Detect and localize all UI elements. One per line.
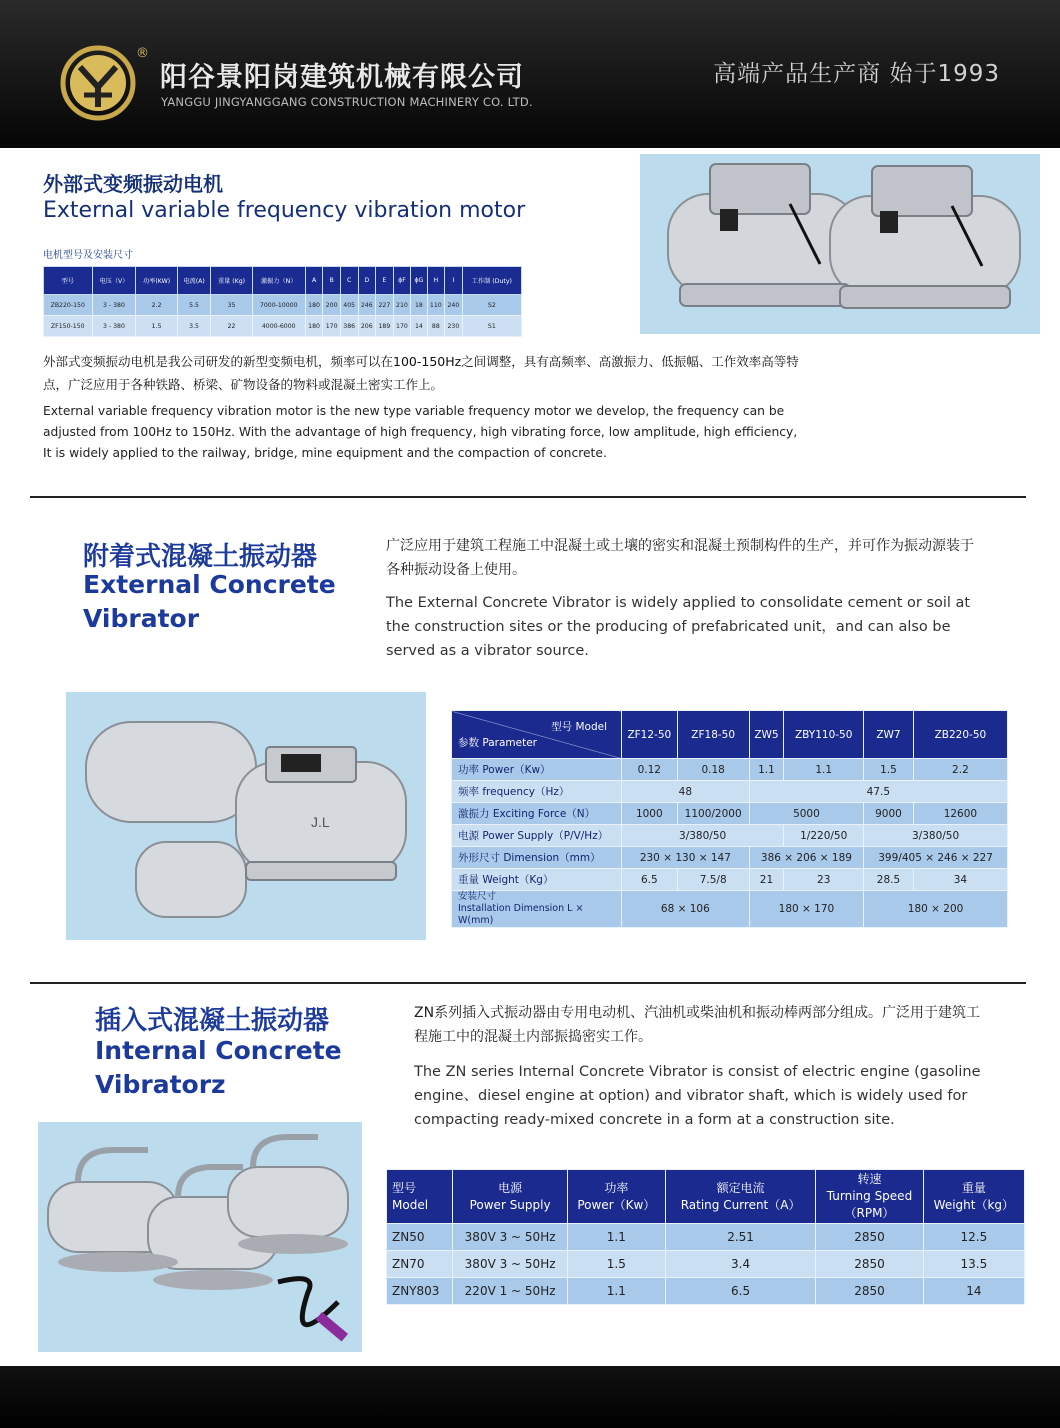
table-cell: 18 — [411, 295, 427, 316]
model-header: ZBY110-50 — [784, 711, 864, 759]
table-cell: 170 — [323, 316, 341, 337]
column-header: 电流(A) — [177, 267, 211, 295]
section3-title-en: Internal Concrete Vibratorz — [95, 1036, 342, 1099]
column-header: ϕF — [393, 267, 411, 295]
table-cell: ZB220-150 — [44, 295, 93, 316]
table-cell: 405 — [340, 295, 358, 316]
table-row-weight: 重量 Weight（Kg） 6.5 7.5/8 21 23 28.5 34 — [452, 869, 1008, 891]
table-row-installation: 安装尺寸 Installation Dimension L × W(mm) 68 × 106 180 × 170 180 × 200 — [452, 891, 1008, 928]
column-header-rating-current: 额定电流 Rating Current（A） — [665, 1170, 815, 1224]
model-header: ZF18-50 — [677, 711, 749, 759]
column-header: I — [445, 267, 463, 295]
table-cell: 230 — [445, 316, 463, 337]
table-cell: 240 — [445, 295, 463, 316]
section1-spec-table — [43, 266, 522, 337]
model-header: ZB220-50 — [913, 711, 1007, 759]
column-header: D — [358, 267, 376, 295]
table-cell: 35 — [211, 295, 252, 316]
section3-title-cn: 插入式混凝土振动器 — [95, 1006, 330, 1036]
model-header: ZW5 — [749, 711, 784, 759]
company-name-cn: 阳谷景阳岗建筑机械有限公司 — [160, 62, 524, 93]
divider — [30, 496, 1026, 498]
table-row-force: 激振力 Exciting Force（N） 1000 1100/2000 5000 9000 12600 — [452, 803, 1008, 825]
table-cell: 1.5 — [136, 316, 177, 337]
table-cell: 189 — [376, 316, 394, 337]
column-header-weight: 重量 Weight（kg） — [923, 1170, 1024, 1224]
table-cell: 3.5 — [177, 316, 211, 337]
column-header-power: 功率 Power（Kw） — [567, 1170, 665, 1224]
column-header: 重量 (Kg) — [211, 267, 252, 295]
slogan: 高端产品生产商 始于1993 — [713, 61, 1000, 87]
section1-title-en: External variable frequency vibration motor — [43, 198, 526, 223]
internal-vibrator-photo — [38, 1122, 362, 1352]
section3-spec-table — [386, 1169, 1025, 1305]
table-corner-header: 型号 Model 参数 Parameter — [452, 711, 622, 759]
section2-description-cn: 广泛应用于建筑工程施工中混凝土或土壤的密实和混凝土预制构件的生产，并可作为振动源装于各种振动设备上使用。 — [386, 538, 974, 578]
table-cell: 22 — [211, 316, 252, 337]
column-header: 工作制 (Duty) — [462, 267, 521, 295]
model-header: ZW7 — [864, 711, 914, 759]
variable-frequency-motor-photo — [640, 154, 1040, 334]
table-row — [44, 316, 522, 337]
table-cell: 206 — [358, 316, 376, 337]
table-cell: 3 - 380 — [92, 295, 136, 316]
section1-description-cn: 外部式变频振动电机是我公司研发的新型变频电机，频率可以在100-150Hz之间调整，具有高频率、高激振力、低振幅、工作效率高等特点，广泛应用于各种铁路、桥梁、矿物设备的物料或混凝土密实工作上。 — [43, 354, 799, 392]
table-cell: 5.5 — [177, 295, 211, 316]
table-cell: 170 — [393, 316, 411, 337]
column-header: E — [376, 267, 394, 295]
column-header: 型号 — [44, 267, 93, 295]
company-logo-icon — [60, 45, 136, 121]
table-cell: 180 — [305, 295, 323, 316]
table-cell: 3 - 380 — [92, 316, 136, 337]
column-header-turning-speed: 转速 Turning Speed （RPM） — [816, 1170, 924, 1224]
section1-title-cn: 外部式变频振动电机 — [43, 172, 223, 196]
table-cell: 110 — [427, 295, 445, 316]
column-header: H — [427, 267, 445, 295]
table-cell: 4000-6000 — [252, 316, 305, 337]
table-cell: 2.2 — [136, 295, 177, 316]
section2-description-en: The External Concrete Vibrator is widely applied to consolidate cement or soil at the construction sites or the producing of prefabricated unit，and can also be served as a vibrator source. — [386, 595, 971, 659]
column-header: ϕG — [411, 267, 427, 295]
column-header: C — [340, 267, 358, 295]
external-vibrator-photo — [66, 692, 426, 940]
photo-label-jl: J.L — [311, 814, 330, 830]
table-cell: ZF150-150 — [44, 316, 93, 337]
table-cell: S1 — [462, 316, 521, 337]
column-header: A — [305, 267, 323, 295]
table-row: ZNY803 220V 1 ~ 50Hz 1.1 6.5 2850 14 — [387, 1278, 1025, 1305]
table-cell: 200 — [323, 295, 341, 316]
section3-description-en: The ZN series Internal Concrete Vibrator is consist of electric engine (gasoline engine、diesel engine at option) and vibrator shaft, which is widely used for compacting ready-mixed concrete in a form at a construction site. — [414, 1064, 981, 1128]
table-cell: 14 — [411, 316, 427, 337]
section2-title-en: External Concrete Vibrator — [83, 570, 336, 633]
section2-title-cn: 附着式混凝土振动器 — [83, 542, 318, 572]
divider — [30, 982, 1026, 984]
table-row: ZN50 380V 3 ~ 50Hz 1.1 2.51 2850 12.5 — [387, 1224, 1025, 1251]
table-cell: 227 — [376, 295, 394, 316]
section2-spec-table — [451, 710, 1008, 928]
table-cell: 88 — [427, 316, 445, 337]
table-row — [44, 295, 522, 316]
section3-description-cn: ZN系列插入式振动器由专用电动机、汽油机或柴油机和振动棒两部分组成。广泛用于建筑工程施工中的混凝土内部振捣密实工作。 — [414, 1005, 981, 1045]
table-cell: 210 — [393, 295, 411, 316]
model-header: ZF12-50 — [622, 711, 678, 759]
table-cell: 180 — [305, 316, 323, 337]
table-row-frequency: 频率 frequency（Hz） 48 47.5 — [452, 781, 1008, 803]
page-header — [0, 0, 1060, 148]
table-cell: 246 — [358, 295, 376, 316]
section1-description-en: External variable frequency vibration motor is the new type variable frequency motor we develop, the frequency can be adjusted from 100Hz to 150Hz. With the advantage of high frequency, high vibrating force, low amplitude, high efficiency, It is widely applied to the railway, bridge, mine equipment and the compaction of concrete. — [43, 404, 798, 460]
registered-mark: ® — [136, 46, 149, 61]
table-row-dimension: 外形尺寸 Dimension（mm） 230 × 130 × 147 386 × 206 × 189 399/405 × 246 × 227 — [452, 847, 1008, 869]
table-cell: 7000-10000 — [252, 295, 305, 316]
table-row-power: 功率 Power（Kw） 0.12 0.18 1.1 1.1 1.5 2.2 — [452, 759, 1008, 781]
section1-table-title: 电机型号及安装尺寸 — [43, 250, 133, 261]
column-header: 激振力（N） — [252, 267, 305, 295]
table-row: ZN70 380V 3 ~ 50Hz 1.5 3.4 2850 13.5 — [387, 1251, 1025, 1278]
column-header: B — [323, 267, 341, 295]
column-header: 电压（V） — [92, 267, 136, 295]
company-name-en: YANGGU JINGYANGGANG CONSTRUCTION MACHINERY CO. LTD. — [161, 95, 533, 109]
column-header-model: 型号 Model — [387, 1170, 453, 1224]
table-cell: 386 — [340, 316, 358, 337]
table-row-power-supply: 电源 Power Supply（P/V/Hz） 3/380/50 1/220/50 3/380/50 — [452, 825, 1008, 847]
column-header-power-supply: 电源 Power Supply — [453, 1170, 567, 1224]
page-footer — [0, 1366, 1060, 1428]
column-header: 功率(KW) — [136, 267, 177, 295]
table-cell: S2 — [462, 295, 521, 316]
